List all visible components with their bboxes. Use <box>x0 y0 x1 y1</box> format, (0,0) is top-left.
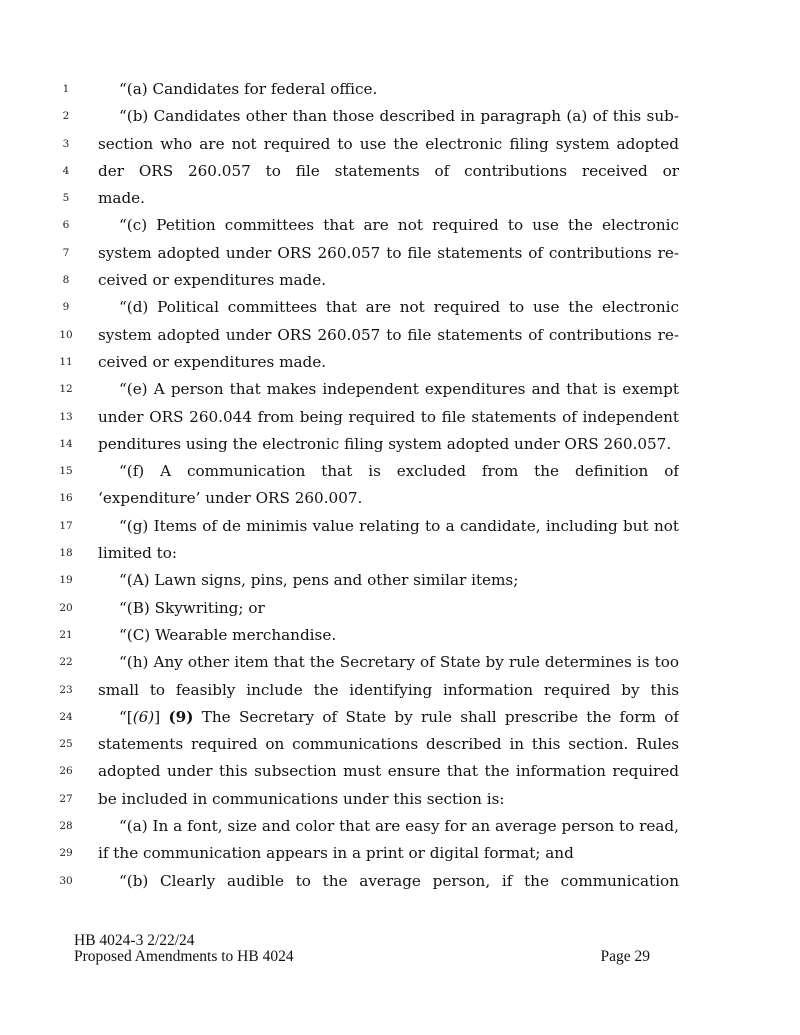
line-number: 12 <box>59 383 73 396</box>
line-text: “(c) Petition committees that are not required to use the electronic <box>119 216 679 235</box>
text-line <box>0 349 800 376</box>
line-text: “(b) Clearly audible to the average person, if the communication <box>119 871 679 890</box>
line-number: 21 <box>59 628 73 641</box>
line-text-rest: The Secretary of State by rule shall prescribe the form of <box>193 707 679 726</box>
line-text: ‘expenditure’ under ORS 260.007. <box>98 489 363 508</box>
line-number: 16 <box>59 492 73 505</box>
text-line <box>0 158 800 185</box>
line-text: “(b) Candidates other than those described in paragraph (a) of this sub- <box>119 107 679 126</box>
line-text: system adopted under ORS 260.057 to file statements of contributions re- <box>98 243 679 262</box>
footer-title: Proposed Amendments to HB 4024 <box>74 948 294 965</box>
text-line <box>0 322 800 349</box>
line-number: 25 <box>59 738 73 751</box>
line-number: 2 <box>62 110 70 123</box>
text-line <box>0 595 800 622</box>
line-text: if the communication appears in a print or digital format; and <box>98 844 574 863</box>
text-line <box>0 212 800 239</box>
text-line <box>0 731 800 758</box>
line-number: 3 <box>62 137 70 150</box>
line-number: 14 <box>59 437 73 450</box>
line-text: “(A) Lawn signs, pins, pens and other similar items; <box>119 571 519 590</box>
text-line <box>0 567 800 594</box>
text-line <box>0 622 800 649</box>
text-line <box>0 458 800 485</box>
text-line <box>0 103 800 130</box>
line-number: 11 <box>59 355 73 368</box>
page-number: Page 29 <box>600 948 650 965</box>
line-number: 5 <box>62 192 70 205</box>
line-text: section who are not required to use the electronic filing system adopted <box>98 134 679 153</box>
text-line <box>0 704 800 731</box>
line-text: ceived or expenditures made. <box>98 352 327 371</box>
line-text: “(C) Wearable merchandise. <box>119 625 337 644</box>
open-quote-bracket: “[ <box>119 707 133 726</box>
close-bracket: ] <box>154 707 169 726</box>
line-number: 24 <box>59 710 73 723</box>
text-line <box>0 868 800 895</box>
text-line <box>0 240 800 267</box>
line-number: 22 <box>59 656 73 669</box>
line-number: 18 <box>59 547 73 560</box>
line-text: under ORS 260.044 from being required to file statements of independent <box>98 407 679 426</box>
line-text: penditures using the electronic filing system adopted under ORS 260.057. <box>98 434 672 453</box>
line-text: der ORS 260.057 to file statements of contributions received or <box>98 161 679 180</box>
text-line <box>0 294 800 321</box>
line-number: 15 <box>59 465 73 478</box>
text-line <box>0 185 800 212</box>
line-text: ceived or expenditures made. <box>98 271 327 290</box>
text-line <box>0 404 800 431</box>
line-text: system adopted under ORS 260.057 to file statements of contributions re- <box>98 325 679 344</box>
text-line <box>0 649 800 676</box>
line-number: 10 <box>59 328 73 341</box>
text-line <box>0 485 800 512</box>
text-line <box>0 131 800 158</box>
line-text: limited to: <box>98 544 177 563</box>
deleted-subsection-number: (6) <box>132 707 155 726</box>
line-text: small to feasibly include the identifying information required by this <box>98 680 679 699</box>
text-line <box>0 840 800 867</box>
text-line <box>0 76 800 103</box>
line-number: 20 <box>59 601 73 614</box>
footer-title-row <box>74 949 654 965</box>
line-text: “(e) A person that makes independent expenditures and that is exempt <box>119 380 679 399</box>
footer-bill-id: HB 4024-3 2/22/24 <box>74 932 195 949</box>
line-number: 4 <box>62 164 70 177</box>
text-line <box>0 813 800 840</box>
new-subsection-number: (9) <box>168 707 194 726</box>
line-number: 28 <box>59 820 73 833</box>
numbered-lines <box>0 76 800 895</box>
line-number: 26 <box>59 765 73 778</box>
line-number: 1 <box>62 83 70 95</box>
text-line <box>0 267 800 294</box>
line-text: “(B) Skywriting; or <box>119 598 265 617</box>
text-line <box>0 513 800 540</box>
line-text: “(f) A communication that is excluded from the definition of <box>119 462 679 481</box>
line-text: statements required on communications described in this section. Rules <box>98 735 679 754</box>
line-text: made. <box>98 189 145 208</box>
line-number: 9 <box>62 301 70 314</box>
line-text: be included in communications under this section is: <box>98 789 505 808</box>
line-text: “(a) Candidates for federal office. <box>119 80 378 98</box>
line-number: 19 <box>59 574 73 587</box>
text-line <box>0 677 800 704</box>
line-number: 27 <box>59 792 73 805</box>
line-number: 6 <box>62 219 70 232</box>
line-number: 13 <box>59 410 73 423</box>
text-line <box>0 758 800 785</box>
line-number: 17 <box>59 519 73 532</box>
line-number: 29 <box>59 847 73 860</box>
line-text: “(h) Any other item that the Secretary of State by rule determines is too <box>119 653 679 672</box>
line-number: 30 <box>59 874 73 887</box>
text-line <box>0 786 800 813</box>
text-line <box>0 376 800 403</box>
page-footer <box>74 933 654 965</box>
line-text: adopted under this subsection must ensure that the information required <box>98 762 679 781</box>
line-text: “(a) In a font, size and color that are easy for an average person to read, <box>119 817 679 836</box>
text-line <box>0 431 800 458</box>
line-text: “(g) Items of de minimis value relating to a candidate, including but not <box>119 516 679 535</box>
line-number: 8 <box>62 274 70 287</box>
line-text <box>98 704 679 731</box>
line-number: 7 <box>62 246 70 259</box>
text-line <box>0 540 800 567</box>
line-text: “(d) Political committees that are not required to use the electronic <box>119 298 679 317</box>
line-number: 23 <box>59 683 73 696</box>
